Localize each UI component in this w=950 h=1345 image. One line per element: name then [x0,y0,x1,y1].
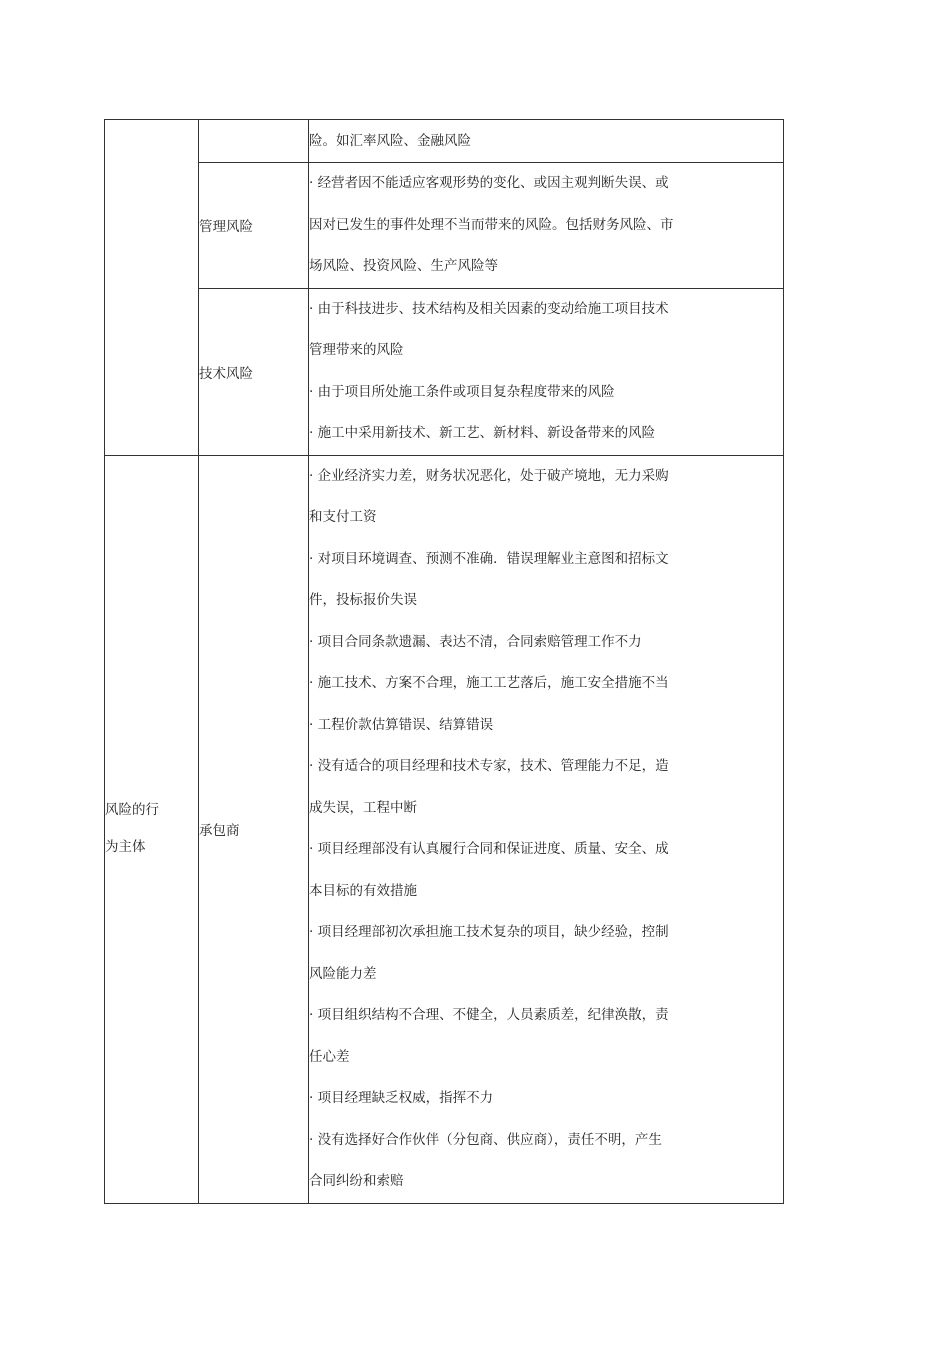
description-line: · 经营者因不能适应客观形势的变化、或因主观判断失误、或 [309,175,669,191]
description-line: 任心差 [309,1048,350,1065]
description-line: 和支付工资 [309,509,377,525]
risk-table [104,119,784,1204]
description-line: 合同纠纷和索赔 [309,1173,404,1189]
subcategory-cell: 管理风险 [199,163,309,289]
subcategory-cell-empty [199,120,309,163]
table-row [105,288,784,455]
description-line: 险。如汇率风险、金融风险 [309,133,471,149]
description-line: 风险能力差 [309,965,377,982]
description-cell [309,163,784,289]
description-line: 件，投标报价失误 [309,592,417,608]
description-line: · 企业经济实力差，财务状况恶化，处于破产境地，无力采购 [309,467,669,484]
description-line: 成失误，工程中断 [309,799,417,816]
description-line: · 项目经理缺乏权威，指挥不力 [309,1090,494,1106]
description-line: · 没有选择好合作伙伴（分包商、供应商），责任不明，产生 [309,1131,662,1148]
table-row [105,163,784,289]
category-cell [105,455,199,1203]
category-label-line: 风险的行 [105,802,159,818]
subcategory-cell: 技术风险 [199,288,309,455]
description-line: · 对项目环境调查、预测不准确．错误理解业主意图和招标文 [309,550,669,567]
description-line: · 由于科技进步、技术结构及相关因素的变动给施工项目技术 [309,300,669,317]
description-line: · 项目合同条款遗漏、表达不清，合同索赔管理工作不力 [309,633,642,650]
description-line: · 由于项目所处施工条件或项目复杂程度带来的风险 [309,383,615,400]
description-line: 管理带来的风险 [309,342,404,358]
description-line: · 项目经理部初次承担施工技术复杂的项目，缺少经验，控制 [309,924,669,940]
table-row [105,120,784,163]
table-row [105,455,784,1203]
category-cell-empty [105,120,199,456]
subcategory-cell: 承包商 [199,455,309,1203]
description-line: · 没有适合的项目经理和技术专家，技术、管理能力不足，造 [309,758,669,774]
description-line: · 工程价款估算错误、结算错误 [309,716,494,733]
description-line: · 项目组织结构不合理、不健全，人员素质差，纪律涣散，责 [309,1007,669,1023]
description-cell [309,120,784,163]
description-line: 本目标的有效措施 [309,882,417,899]
description-cell [309,288,784,455]
description-line: · 项目经理部没有认真履行合同和保证进度、质量、安全、成 [309,841,669,857]
description-line: 因对已发生的事件处理不当而带来的风险。包括财务风险、市 [309,216,674,233]
category-label-line: 为主体 [105,839,146,855]
description-line: · 施工技术、方案不合理，施工工艺落后，施工安全措施不当 [309,675,669,691]
description-line: 场风险、投资风险、生产风险等 [309,258,498,274]
description-cell [309,455,784,1203]
description-line: · 施工中采用新技术、新工艺、新材料、新设备带来的风险 [309,425,656,441]
